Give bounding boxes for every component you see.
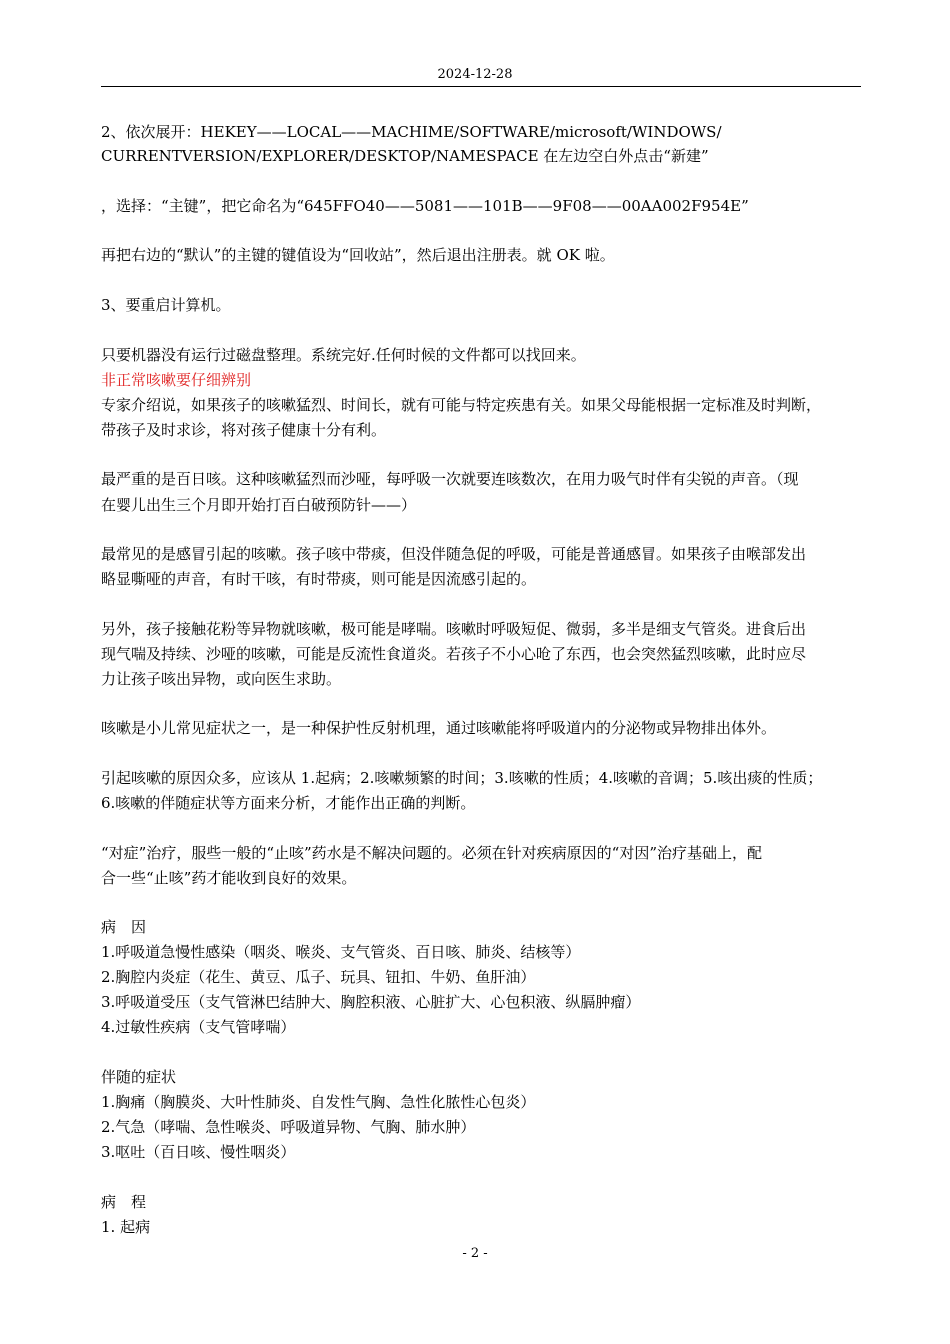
body-line: 引起咳嗽的原因众多，应该从 1.起病；2.咳嗽频繁的时间；3.咳嗽的性质；4.咳嗽的音调；5.咳出痰的性质； <box>101 769 823 787</box>
body-line: “对症”治疗，服些一般的“止咳”药水是不解决问题的。必须在针对疾病原因的“对因”治疗基础上，配 <box>101 844 763 862</box>
body-line: 专家介绍说，如果孩子的咳嗽猛烈、时间长，就有可能与特定疾患有关。如果父母能根据一定标准及时判断， <box>101 396 822 414</box>
body-line: 3、要重启计算机。 <box>101 296 231 314</box>
body-line: 带孩子及时求诊，将对孩子健康十分有利。 <box>101 421 387 439</box>
body-line: 另外，孩子接触花粉等异物就咳嗽，极可能是哮喘。咳嗽时呼吸短促、微弱，多半是细支气管炎。进食后出 <box>101 620 807 638</box>
body-line: 最常见的是感冒引起的咳嗽。孩子咳中带痰，但没伴随急促的呼吸，可能是普通感冒。如果孩子由喉部发出 <box>101 545 807 563</box>
list-item: 4.过敏性疾病（支气管哮喘） <box>101 1018 296 1036</box>
page-header-date: 2024-12-28 <box>437 67 513 82</box>
body-line: 力让孩子咳出异物，或向医生求助。 <box>101 670 342 688</box>
body-line: 2、依次展开：HEKEY——LOCAL——MACHIME/SOFTWARE/microsoft/WINDOWS/ <box>101 123 722 141</box>
list-item: 3.呕吐（百日咳、慢性咽炎） <box>101 1143 296 1161</box>
list-item: 1.胸痛（胸膜炎、大叶性肺炎、自发性气胸、急性化脓性心包炎） <box>101 1093 536 1111</box>
list-item: 1.呼吸道急慢性感染（咽炎、喉炎、支气管炎、百日咳、肺炎、结核等） <box>101 943 581 961</box>
body-line: ，选择：“主键”，把它命名为“645FFO40——5081——101B——9F08——00AA002F954E” <box>101 197 749 215</box>
body-line: 咳嗽是小儿常见症状之一，是一种保护性反射机理，通过咳嗽能将呼吸道内的分泌物或异物排出体外。 <box>101 719 777 737</box>
body-line: 只要机器没有运行过磁盘整理。系统完好.任何时候的文件都可以找回来。 <box>101 346 586 364</box>
body-line: CURRENTVERSION/EXPLORER/DESKTOP/NAMESPACE 在左边空白外点击“新建” <box>101 147 709 165</box>
list-item: 1. 起病 <box>101 1218 151 1236</box>
list-item: 3.呼吸道受压（支气管淋巴结肿大、胸腔积液、心脏扩大、心包积液、纵膈肿瘤） <box>101 993 641 1011</box>
subheading: 病 因 <box>101 918 147 936</box>
body-line: 再把右边的“默认”的主键的键值设为“回收站”，然后退出注册表。就 OK 啦。 <box>101 246 615 264</box>
page-number: - 2 - <box>462 1246 488 1261</box>
body-line: 最严重的是百日咳。这种咳嗽猛烈而沙哑，每呼吸一次就要连咳数次，在用力吸气时伴有尖锐的声音。（现 <box>101 470 799 488</box>
header-rule <box>101 86 861 87</box>
section-heading: 非正常咳嗽要仔细辨别 <box>101 371 252 389</box>
subheading: 病 程 <box>101 1193 147 1211</box>
list-item: 2.气急（哮喘、急性喉炎、呼吸道异物、气胸、肺水肿） <box>101 1118 476 1136</box>
body-line: 在婴儿出生三个月即开始打百白破预防针——） <box>101 496 417 514</box>
subheading: 伴随的症状 <box>101 1068 177 1086</box>
body-line: 合一些“止咳”药才能收到良好的效果。 <box>101 869 357 887</box>
body-line: 现气喘及持续、沙哑的咳嗽，可能是反流性食道炎。若孩子不小心呛了东西，也会突然猛烈咳嗽，此时应尽 <box>101 645 807 663</box>
list-item: 2.胸腔内炎症（花生、黄豆、瓜子、玩具、钮扣、牛奶、鱼肝油） <box>101 968 536 986</box>
body-line: 6.咳嗽的伴随症状等方面来分析，才能作出正确的判断。 <box>101 794 476 812</box>
body-line: 略显嘶哑的声音，有时干咳，有时带痰，则可能是因流感引起的。 <box>101 570 537 588</box>
